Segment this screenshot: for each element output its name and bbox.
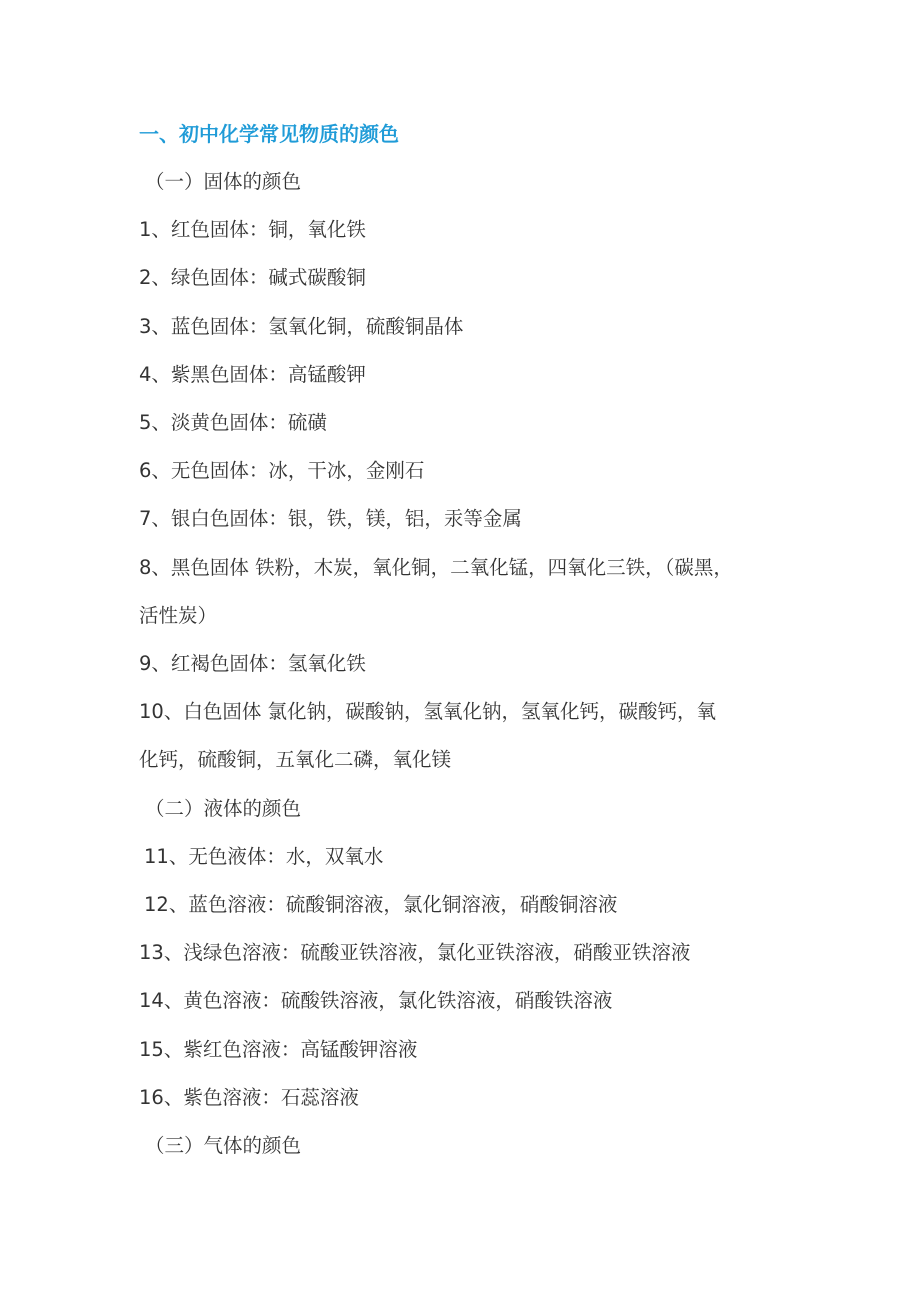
list-item: 15、紫红色溶液：高锰酸钾溶液 <box>139 1037 418 1061</box>
section-heading: 一、初中化学常见物质的颜色 <box>139 122 399 146</box>
subsection-heading-liquid: （二）液体的颜色 <box>145 796 302 820</box>
list-item: 2、绿色固体：碱式碳酸铜 <box>139 266 366 290</box>
list-item: 12、蓝色溶液：硫酸铜溶液，氯化铜溶液，硝酸铜溶液 <box>144 893 618 917</box>
list-item: 1、红色固体：铜，氧化铁 <box>139 218 366 242</box>
list-item: 6、无色固体：冰，干冰，金刚石 <box>139 459 425 483</box>
list-item: 13、浅绿色溶液：硫酸亚铁溶液，氯化亚铁溶液，硝酸亚铁溶液 <box>139 941 691 965</box>
subsection-heading-gas: （三）气体的颜色 <box>145 1134 302 1158</box>
list-item: 16、紫色溶液：石蕊溶液 <box>139 1085 359 1109</box>
list-item: 4、紫黑色固体：高锰酸钾 <box>139 362 366 386</box>
list-item: 10、白色固体 氯化钠，碳酸钠，氢氧化钠，氢氧化钙，碳酸钙，氧 <box>139 700 717 724</box>
list-item: 5、淡黄色固体：硫磺 <box>139 411 327 435</box>
list-item-continuation: 活性炭） <box>139 603 218 627</box>
subsection-heading-solid: （一）固体的颜色 <box>145 170 302 193</box>
list-item: 3、蓝色固体：氢氧化铜，硫酸铜晶体 <box>139 314 464 338</box>
list-item: 8、黑色固体 铁粉，木炭，氧化铜，二氧化锰，四氧化三铁，（碳黑， <box>139 555 733 579</box>
list-item: 9、红褐色固体：氢氧化铁 <box>139 652 366 676</box>
list-item-continuation: 化钙，硫酸铜，五氧化二磷，氧化镁 <box>139 748 452 772</box>
document-body <box>139 110 799 1170</box>
list-item: 11、无色液体：水，双氧水 <box>144 844 384 868</box>
list-item: 7、银白色固体：银，铁，镁，铝，汞等金属 <box>139 507 522 531</box>
list-item: 14、黄色溶液：硫酸铁溶液，氯化铁溶液，硝酸铁溶液 <box>139 989 613 1013</box>
